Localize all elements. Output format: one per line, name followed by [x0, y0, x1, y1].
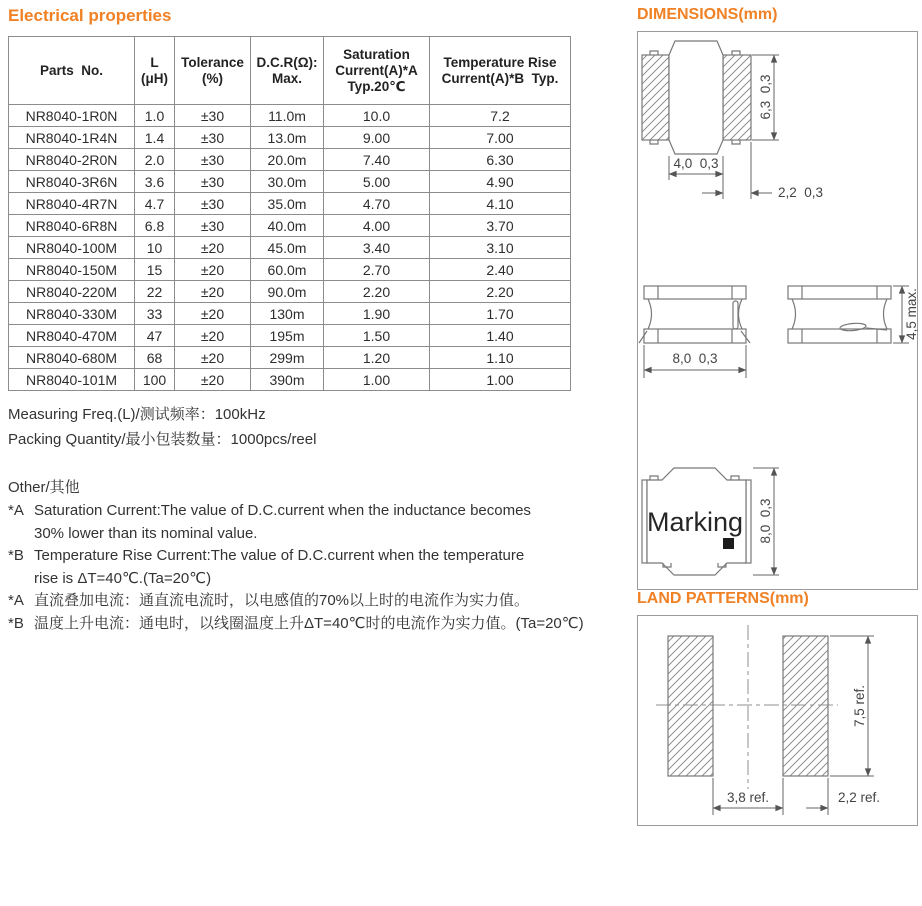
table-cell: NR8040-6R8N	[9, 215, 135, 237]
dimensions-drawing	[637, 31, 918, 590]
table-cell: 2.40	[430, 259, 571, 281]
electrical-properties-title: Electrical properties	[8, 6, 172, 25]
table-cell: 5.00	[324, 171, 430, 193]
table-row	[9, 281, 571, 303]
core-body-outline	[669, 41, 723, 154]
table-cell: 2.20	[324, 281, 430, 303]
note-text: 温度上升电流：通电时，以线圈温度上升ΔT=40℃时的电流作为实力值。(Ta=20℃)	[34, 614, 584, 632]
table-cell: 40.0m	[251, 215, 324, 237]
table-cell: NR8040-220M	[9, 281, 135, 303]
table-cell: 4.90	[430, 171, 571, 193]
table-row	[9, 105, 571, 127]
polarity-dot	[723, 538, 734, 549]
table-cell: 130m	[251, 303, 324, 325]
table-cell: 1.00	[324, 369, 430, 391]
note-line: Temperature Rise Current:The value of D.C.current when the temperature	[34, 547, 525, 564]
table-cell: 2.0	[135, 149, 175, 171]
table-cell: 1.90	[324, 303, 430, 325]
marking-label: Marking	[646, 507, 744, 537]
table-row	[9, 127, 571, 149]
table-cell: ±20	[175, 259, 251, 281]
table-cell: ±30	[175, 149, 251, 171]
bottom-flange	[788, 329, 891, 343]
side-view-right-drawing	[788, 286, 919, 343]
table-cell: ±30	[175, 193, 251, 215]
table-row	[9, 171, 571, 193]
col-header-parts-no: Parts No.	[9, 37, 135, 105]
left-land-pad	[668, 636, 713, 776]
dim-max-height: 4,5 max.	[904, 288, 919, 340]
bottom-flange	[644, 329, 746, 343]
table-cell: NR8040-470M	[9, 325, 135, 347]
table-cell: NR8040-4R7N	[9, 193, 135, 215]
dimensions-svg	[638, 32, 917, 589]
note-saturation-en	[8, 500, 628, 545]
table-row	[9, 193, 571, 215]
table-cell: 299m	[251, 347, 324, 369]
table-cell: 1.70	[430, 303, 571, 325]
note-label: *B	[8, 547, 24, 564]
table-cell: 9.00	[324, 127, 430, 149]
table-row	[9, 347, 571, 369]
table-cell: 1.40	[430, 325, 571, 347]
table-cell: 4.7	[135, 193, 175, 215]
table-cell: 68	[135, 347, 175, 369]
table-cell: 10	[135, 237, 175, 259]
top-flange	[788, 286, 891, 299]
flange-edges	[658, 286, 732, 343]
dim-pad-length: 7,5 ref.	[852, 684, 867, 728]
land-pattern-svg	[638, 616, 917, 825]
table-cell: 35.0m	[251, 193, 324, 215]
table-cell: ±20	[175, 347, 251, 369]
note-label: *B	[8, 614, 24, 632]
core-waist	[792, 299, 887, 329]
wire-lead	[733, 301, 738, 329]
table-header-row	[9, 37, 571, 105]
table-cell: 30.0m	[251, 171, 324, 193]
table-cell: 1.20	[324, 347, 430, 369]
col-header-temp-rise-current: Temperature Rise Current(A)*B Typ.	[430, 37, 571, 105]
table-row	[9, 259, 571, 281]
table-cell: 6.30	[430, 149, 571, 171]
table-cell: 1.00	[430, 369, 571, 391]
table-cell: NR8040-101M	[9, 369, 135, 391]
table-cell: 6.8	[135, 215, 175, 237]
info-block	[8, 402, 628, 635]
table-row	[9, 215, 571, 237]
note-line: rise is ΔT=40℃.(Ta=20℃)	[34, 569, 212, 587]
land-patterns-title: LAND PATTERNS(mm)	[637, 590, 809, 607]
table-cell: 4.00	[324, 215, 430, 237]
table-cell: 11.0m	[251, 105, 324, 127]
land-pattern-drawing	[637, 615, 918, 826]
dim-terminal-width: 2,2 0,3	[778, 185, 824, 200]
note-text	[34, 545, 628, 590]
table-cell: ±20	[175, 237, 251, 259]
table-cell: 47	[135, 325, 175, 347]
table-cell: 1.10	[430, 347, 571, 369]
table-cell: 90.0m	[251, 281, 324, 303]
right-land-pad	[783, 636, 828, 776]
table-cell: NR8040-100M	[9, 237, 135, 259]
table-cell: 3.70	[430, 215, 571, 237]
table-cell: 13.0m	[251, 127, 324, 149]
table-cell: 1.50	[324, 325, 430, 347]
table-cell: 195m	[251, 325, 324, 347]
dim-body-length: 8,0 0,3	[672, 351, 718, 366]
table-cell: NR8040-2R0N	[9, 149, 135, 171]
side-view-left-drawing	[639, 286, 750, 378]
table-cell: ±20	[175, 303, 251, 325]
electrical-properties-table	[8, 36, 571, 391]
table-cell: 2.20	[430, 281, 571, 303]
drawings-section	[637, 6, 918, 826]
note-line: Saturation Current:The value of D.C.current when the inductance becomes	[34, 502, 531, 519]
col-header-dcr: D.C.R(Ω): Max.	[251, 37, 324, 105]
table-cell: 2.70	[324, 259, 430, 281]
note-temp-rise-en	[8, 545, 628, 590]
table-cell: NR8040-3R6N	[9, 171, 135, 193]
table-cell: 7.00	[430, 127, 571, 149]
table-cell: NR8040-1R4N	[9, 127, 135, 149]
top-flange	[644, 286, 746, 299]
right-terminal-pad	[723, 55, 751, 140]
table-cell: 1.4	[135, 127, 175, 149]
note-line: 30% lower than its nominal value.	[34, 524, 258, 542]
col-header-tolerance: Tolerance (%)	[175, 37, 251, 105]
dim-top-height: 8,0 0,3	[758, 498, 773, 544]
table-cell: 3.10	[430, 237, 571, 259]
note-label: *A	[8, 592, 24, 609]
table-row	[9, 237, 571, 259]
table-cell: ±20	[175, 281, 251, 303]
table-cell: 100	[135, 369, 175, 391]
table-cell: 45.0m	[251, 237, 324, 259]
table-row	[9, 149, 571, 171]
table-cell: 390m	[251, 369, 324, 391]
table-cell: ±20	[175, 369, 251, 391]
note-label: *A	[8, 502, 24, 519]
note-saturation-zh	[8, 590, 628, 613]
solder-feet	[639, 331, 750, 343]
table-cell: 4.70	[324, 193, 430, 215]
table-cell: ±30	[175, 105, 251, 127]
table-cell: 60.0m	[251, 259, 324, 281]
measuring-freq-line: Measuring Freq.(L)/测试频率：100kHz	[8, 406, 266, 423]
table-cell: 33	[135, 303, 175, 325]
table-cell: ±20	[175, 325, 251, 347]
electrical-properties-section	[8, 6, 632, 635]
note-temp-rise-zh	[8, 613, 628, 636]
flange-edges	[802, 286, 877, 343]
wire-lead	[840, 322, 867, 331]
top-view-drawing	[642, 468, 779, 575]
table-body	[9, 105, 571, 391]
table-cell: NR8040-330M	[9, 303, 135, 325]
table-cell: 3.40	[324, 237, 430, 259]
table-cell: 7.2	[430, 105, 571, 127]
bottom-view-drawing	[642, 41, 823, 200]
packing-qty-line: Packing Quantity/最小包装数量：1000pcs/reel	[8, 431, 317, 448]
col-header-saturation-current: Saturation Current(A)*A Typ.20℃	[324, 37, 430, 105]
table-row	[9, 325, 571, 347]
table-cell: ±30	[175, 171, 251, 193]
table-cell: 10.0	[324, 105, 430, 127]
dim-pad-gap: 3,8 ref.	[726, 790, 770, 805]
table-cell: ±30	[175, 127, 251, 149]
table-row	[9, 303, 571, 325]
note-text: 直流叠加电流：通直流电流时，以电感值的70%以上时的电流作为实力值。	[34, 592, 530, 609]
table-cell: 15	[135, 259, 175, 281]
dim-pad-height: 6,3 0,3	[758, 74, 773, 120]
table-row	[9, 369, 571, 391]
table-cell: NR8040-150M	[9, 259, 135, 281]
core-waist	[648, 299, 742, 329]
right-pad-edge	[746, 480, 751, 563]
other-heading: Other/其他	[8, 479, 80, 496]
table-cell: 22	[135, 281, 175, 303]
note-text	[34, 500, 628, 545]
left-terminal-pad	[642, 55, 669, 140]
table-cell: 3.6	[135, 171, 175, 193]
dim-body-width: 4,0 0,3	[673, 156, 719, 171]
table-cell: ±30	[175, 215, 251, 237]
table-cell: NR8040-1R0N	[9, 105, 135, 127]
table-cell: 4.10	[430, 193, 571, 215]
col-header-inductance: L (μH)	[135, 37, 175, 105]
dim-pad-width: 2,2 ref.	[838, 790, 881, 805]
dimensions-title: DIMENSIONS(mm)	[637, 6, 778, 23]
table-cell: NR8040-680M	[9, 347, 135, 369]
table-cell: 7.40	[324, 149, 430, 171]
table-cell: 1.0	[135, 105, 175, 127]
table-cell: 20.0m	[251, 149, 324, 171]
